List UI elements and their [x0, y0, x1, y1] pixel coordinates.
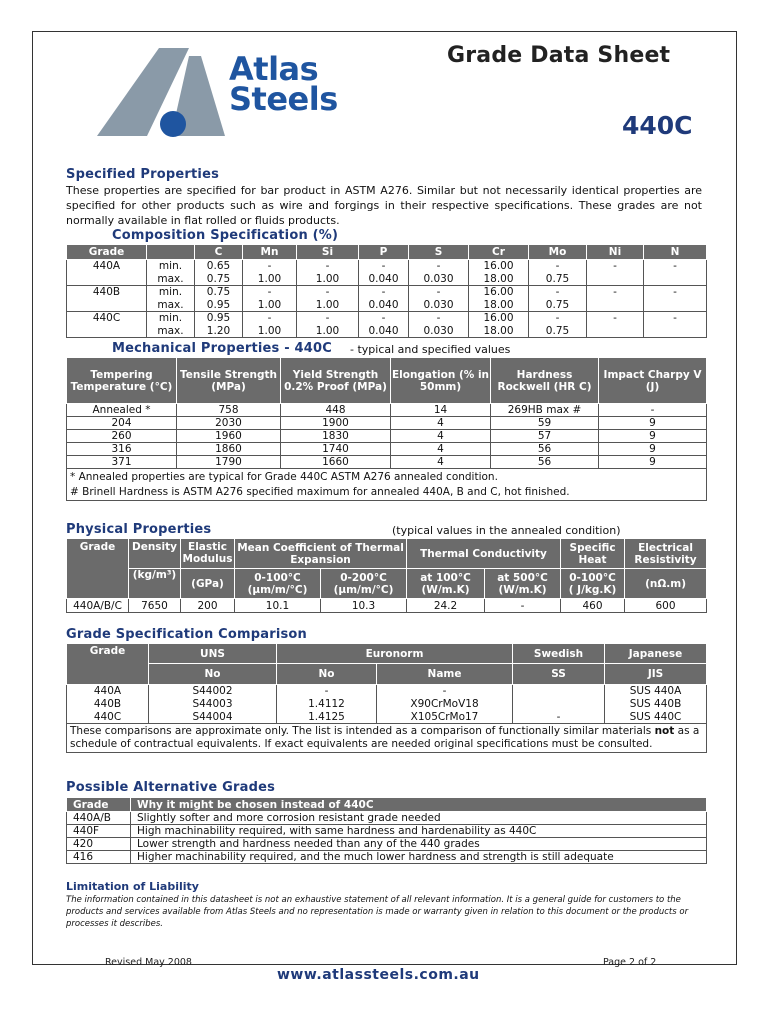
table-cell: 416 [67, 851, 131, 864]
specified-properties-heading: Specified Properties [66, 167, 220, 182]
comparison-heading: Grade Specification Comparison [66, 627, 308, 642]
table-cell: 260 [67, 430, 177, 443]
table-row [67, 711, 707, 724]
table-cell: 18.00 [469, 273, 529, 286]
table-cell: 16.00 [469, 286, 529, 299]
table-cell: X105CrMo17 [377, 711, 513, 724]
table-cell: 16.00 [469, 312, 529, 325]
table-cell: 316 [67, 443, 177, 456]
table-cell: - [485, 599, 561, 613]
table-cell: - [644, 260, 707, 273]
col-header: Hardness Rockwell (HR C) [491, 358, 599, 404]
liability-text: The information contained in this datasheet is not an exhaustive statement of all relevant information. It is a general guide for customers to the products and services available from Atlas Steels and no representation is made or warranty given in relation to this document or the products or processes it describes. [66, 895, 689, 929]
col-header-euro-no: No [277, 664, 377, 685]
table-cell: 56 [491, 443, 599, 456]
col-header-swedish: Swedish [513, 644, 605, 664]
col-header: Grade [67, 245, 147, 260]
mechanical-note-2 [67, 485, 707, 501]
comparison-note-row [67, 724, 707, 753]
table-cell: - [359, 286, 409, 299]
table-cell: SUS 440C [605, 711, 707, 724]
table-cell: Higher machinability required, and the much lower hardness and strength is still adequate [131, 851, 707, 864]
col-header-japanese-jis: JIS [605, 664, 707, 685]
table-cell: 24.2 [407, 599, 485, 613]
col-header-heat-sub: 0-100°C ( J/kg.K) [561, 569, 625, 599]
col-header-exp2: 0-200°C (µm/m/°C) [321, 569, 407, 599]
table-cell: - [243, 260, 297, 273]
table-cell: min. [147, 286, 195, 299]
table-cell: 440A/B [67, 812, 131, 825]
table-cell: 600 [625, 599, 707, 613]
table-cell: 2030 [177, 417, 281, 430]
revised-date: Revised May 2008 [105, 957, 192, 968]
table-cell: - [587, 286, 644, 299]
col-header: N [644, 245, 707, 260]
table-cell: - [529, 260, 587, 273]
table-cell: 9 [599, 430, 707, 443]
table-cell: 440B [67, 698, 149, 711]
table-cell: 0.75 [529, 299, 587, 312]
col-header-density: Density [129, 539, 181, 569]
col-header-expansion: Mean Coefficient of Thermal Expansion [235, 539, 407, 569]
table-cell: S44002 [149, 685, 277, 698]
note-text: # Brinell Hardness is ASTM A276 specified maximum for annealed 440A, B and C, hot finished. [67, 485, 707, 501]
table-cell: 1860 [177, 443, 281, 456]
table-cell: - [409, 260, 469, 273]
col-header-grade: Grade [67, 539, 129, 599]
col-header: C [195, 245, 243, 260]
table-cell: 1.00 [243, 273, 297, 286]
liability-heading: Limitation of Liability [66, 880, 199, 893]
page-number: Page 2 of 2 [603, 957, 657, 968]
table-cell: - [297, 312, 359, 325]
table-cell: - [644, 312, 707, 325]
grade-title: 440C [622, 111, 693, 140]
table-cell [67, 325, 147, 338]
composition-header-row [67, 245, 707, 260]
table-cell: X90CrMoV18 [377, 698, 513, 711]
table-cell: 440A/B/C [67, 599, 129, 613]
table-cell [644, 273, 707, 286]
table-cell: S44004 [149, 711, 277, 724]
table-cell: 204 [67, 417, 177, 430]
table-cell: 1.4125 [277, 711, 377, 724]
table-cell: 371 [67, 456, 177, 469]
table-row [67, 260, 707, 273]
table-cell: 1740 [281, 443, 391, 456]
table-row [67, 812, 707, 825]
table-cell: 0.75 [529, 273, 587, 286]
table-cell: - [513, 711, 605, 724]
col-header-why: Why it might be chosen instead of 440C [131, 798, 707, 812]
table-cell: - [529, 312, 587, 325]
table-cell: 4 [391, 430, 491, 443]
table-row [67, 851, 707, 864]
table-row [67, 599, 707, 613]
col-header-japanese: Japanese [605, 644, 707, 664]
table-row [67, 273, 707, 286]
col-header-specific-heat: Specific Heat [561, 539, 625, 569]
table-cell: 4 [391, 417, 491, 430]
table-cell: 16.00 [469, 260, 529, 273]
col-header: Cr [469, 245, 529, 260]
mechanical-heading: Mechanical Properties - 440C [112, 341, 333, 356]
table-cell: 1790 [177, 456, 281, 469]
table-cell: 4 [391, 456, 491, 469]
col-header: Si [297, 245, 359, 260]
table-cell: 57 [491, 430, 599, 443]
table-cell: 59 [491, 417, 599, 430]
table-row [67, 456, 707, 469]
logo-text-atlas: Atlas [229, 50, 319, 88]
col-header: Yield Strength 0.2% Proof (MPa) [281, 358, 391, 404]
table-row [67, 698, 707, 711]
table-cell: 440B [67, 286, 147, 299]
table-cell: - [243, 312, 297, 325]
col-header: Impact Charpy V (J) [599, 358, 707, 404]
table-cell: 7650 [129, 599, 181, 613]
table-cell: - [599, 404, 707, 417]
table-cell: 1900 [281, 417, 391, 430]
composition-table [66, 244, 707, 338]
table-cell: 440C [67, 711, 149, 724]
atlas-steels-logo [97, 46, 237, 146]
table-row [67, 286, 707, 299]
table-cell: 200 [181, 599, 235, 613]
alternatives-table [66, 797, 707, 864]
col-header: Tempering Temperature (°C) [67, 358, 177, 404]
table-cell: 18.00 [469, 299, 529, 312]
table-cell: 1.00 [297, 273, 359, 286]
table-cell: SUS 440A [605, 685, 707, 698]
table-cell: - [644, 286, 707, 299]
comparison-table [66, 643, 707, 753]
specified-properties-text: These properties are specified for bar product in ASTM A276. Similar but not necessarily identical properties are specified for other products such as wire and forgings in their respective specifications. These grades are not normally available in flat rolled or fluids products. [66, 184, 702, 227]
table-cell: 1.20 [195, 325, 243, 338]
col-header-cond1: at 100°C (W/m.K) [407, 569, 485, 599]
table-cell: 9 [599, 417, 707, 430]
table-cell [644, 299, 707, 312]
table-cell: 269HB max # [491, 404, 599, 417]
table-cell: 440C [67, 312, 147, 325]
table-cell: 4 [391, 443, 491, 456]
col-header-cond2: at 500°C (W/m.K) [485, 569, 561, 599]
table-row [67, 443, 707, 456]
table-cell: - [277, 685, 377, 698]
table-cell: 0.75 [195, 273, 243, 286]
col-header-uns: UNS [149, 644, 277, 664]
table-cell: 1.4112 [277, 698, 377, 711]
col-header-elastic: Elastic Modulus [181, 539, 235, 569]
physical-heading: Physical Properties [66, 522, 212, 537]
table-cell: min. [147, 312, 195, 325]
col-header: Mo [529, 245, 587, 260]
table-cell [587, 273, 644, 286]
table-cell [67, 273, 147, 286]
col-header-resist-unit: (nΩ.m) [625, 569, 707, 599]
table-cell: 758 [177, 404, 281, 417]
table-cell: 0.040 [359, 299, 409, 312]
table-cell: 9 [599, 456, 707, 469]
table-cell [587, 299, 644, 312]
col-header: S [409, 245, 469, 260]
mechanical-header-row [67, 358, 707, 404]
col-header: Mn [243, 245, 297, 260]
physical-subheading: (typical values in the annealed condition) [392, 524, 621, 537]
col-header-resistivity: Electrical Resistivity [625, 539, 707, 569]
col-header-uns-no: No [149, 664, 277, 685]
table-cell [513, 698, 605, 711]
mechanical-table [66, 357, 707, 501]
table-cell: 1.00 [243, 299, 297, 312]
table-cell: 0.040 [359, 273, 409, 286]
table-cell: 1.00 [297, 299, 359, 312]
physical-table [66, 538, 707, 613]
table-cell: 0.95 [195, 312, 243, 325]
page-title: Grade Data Sheet [447, 43, 671, 68]
table-cell [67, 299, 147, 312]
table-cell: 1660 [281, 456, 391, 469]
alternatives-heading: Possible Alternative Grades [66, 780, 276, 795]
table-row [67, 312, 707, 325]
col-header [147, 245, 195, 260]
comparison-note: These comparisons are approximate only. The list is intended as a comparison of functionally similar materials not as a schedule of contractual equivalents. If exact equivalents are needed original specifications must be consulted. [67, 724, 707, 753]
table-cell: - [243, 286, 297, 299]
table-row [67, 838, 707, 851]
table-cell: 0.040 [359, 325, 409, 338]
col-header-swedish-ss: SS [513, 664, 605, 685]
col-header: Ni [587, 245, 644, 260]
table-cell: 440F [67, 825, 131, 838]
table-cell: - [359, 312, 409, 325]
table-cell: 1.00 [297, 325, 359, 338]
table-cell: - [587, 312, 644, 325]
table-cell: 0.030 [409, 325, 469, 338]
table-cell: S44003 [149, 698, 277, 711]
table-row [67, 417, 707, 430]
table-cell: - [297, 260, 359, 273]
col-header-euronorm: Euronorm [277, 644, 513, 664]
composition-heading: Composition Specification (%) [112, 228, 339, 243]
table-cell: max. [147, 299, 195, 312]
table-cell: 0.030 [409, 273, 469, 286]
table-cell: Annealed * [67, 404, 177, 417]
table-cell: Lower strength and hardness needed than any of the 440 grades [131, 838, 707, 851]
website-link[interactable]: www.atlassteels.com.au [277, 967, 480, 983]
table-row [67, 430, 707, 443]
col-header-elastic-unit: (GPa) [181, 569, 235, 599]
table-cell: 420 [67, 838, 131, 851]
col-header-conductivity: Thermal Conductivity [407, 539, 561, 569]
table-cell: - [377, 685, 513, 698]
col-header: Tensile Strength (MPa) [177, 358, 281, 404]
table-cell: 9 [599, 443, 707, 456]
note-text: * Annealed properties are typical for Grade 440C ASTM A276 annealed condition. [67, 469, 707, 485]
table-cell: 460 [561, 599, 625, 613]
table-cell: 0.030 [409, 299, 469, 312]
table-cell [644, 325, 707, 338]
table-cell: - [587, 260, 644, 273]
table-cell: - [409, 286, 469, 299]
table-cell: min. [147, 260, 195, 273]
col-header-exp1: 0-100°C (µm/m/°C) [235, 569, 321, 599]
table-cell: - [409, 312, 469, 325]
table-row [67, 404, 707, 417]
table-cell: 440A [67, 260, 147, 273]
table-cell: - [529, 286, 587, 299]
col-header-euro-name: Name [377, 664, 513, 685]
table-cell: 0.95 [195, 299, 243, 312]
table-cell: 448 [281, 404, 391, 417]
col-header-grade: Grade [67, 798, 131, 812]
mechanical-subheading: - typical and specified values [350, 343, 511, 356]
table-cell: 1830 [281, 430, 391, 443]
table-cell: SUS 440B [605, 698, 707, 711]
table-row [67, 325, 707, 338]
table-cell: 440A [67, 685, 149, 698]
table-cell: 0.75 [529, 325, 587, 338]
table-cell: 18.00 [469, 325, 529, 338]
table-cell [513, 685, 605, 698]
table-cell: 0.75 [195, 286, 243, 299]
table-cell: Slightly softer and more corrosion resistant grade needed [131, 812, 707, 825]
table-cell: 1.00 [243, 325, 297, 338]
table-cell: - [297, 286, 359, 299]
table-cell: 10.3 [321, 599, 407, 613]
table-cell: max. [147, 273, 195, 286]
table-cell: - [359, 260, 409, 273]
table-row [67, 825, 707, 838]
table-cell: 14 [391, 404, 491, 417]
col-header: Elongation (% in 50mm) [391, 358, 491, 404]
table-row [67, 685, 707, 698]
table-cell: 10.1 [235, 599, 321, 613]
table-cell: 1960 [177, 430, 281, 443]
table-cell: 0.65 [195, 260, 243, 273]
col-header: P [359, 245, 409, 260]
table-cell [587, 325, 644, 338]
logo-text-steels: Steels [229, 80, 338, 118]
table-row [67, 299, 707, 312]
col-header-density-unit: (kg/m³) [129, 569, 181, 599]
table-cell: max. [147, 325, 195, 338]
table-cell: 56 [491, 456, 599, 469]
table-cell: High machinability required, with same hardness and hardenability as 440C [131, 825, 707, 838]
mechanical-note-1 [67, 469, 707, 485]
col-header-grade: Grade [67, 644, 149, 685]
